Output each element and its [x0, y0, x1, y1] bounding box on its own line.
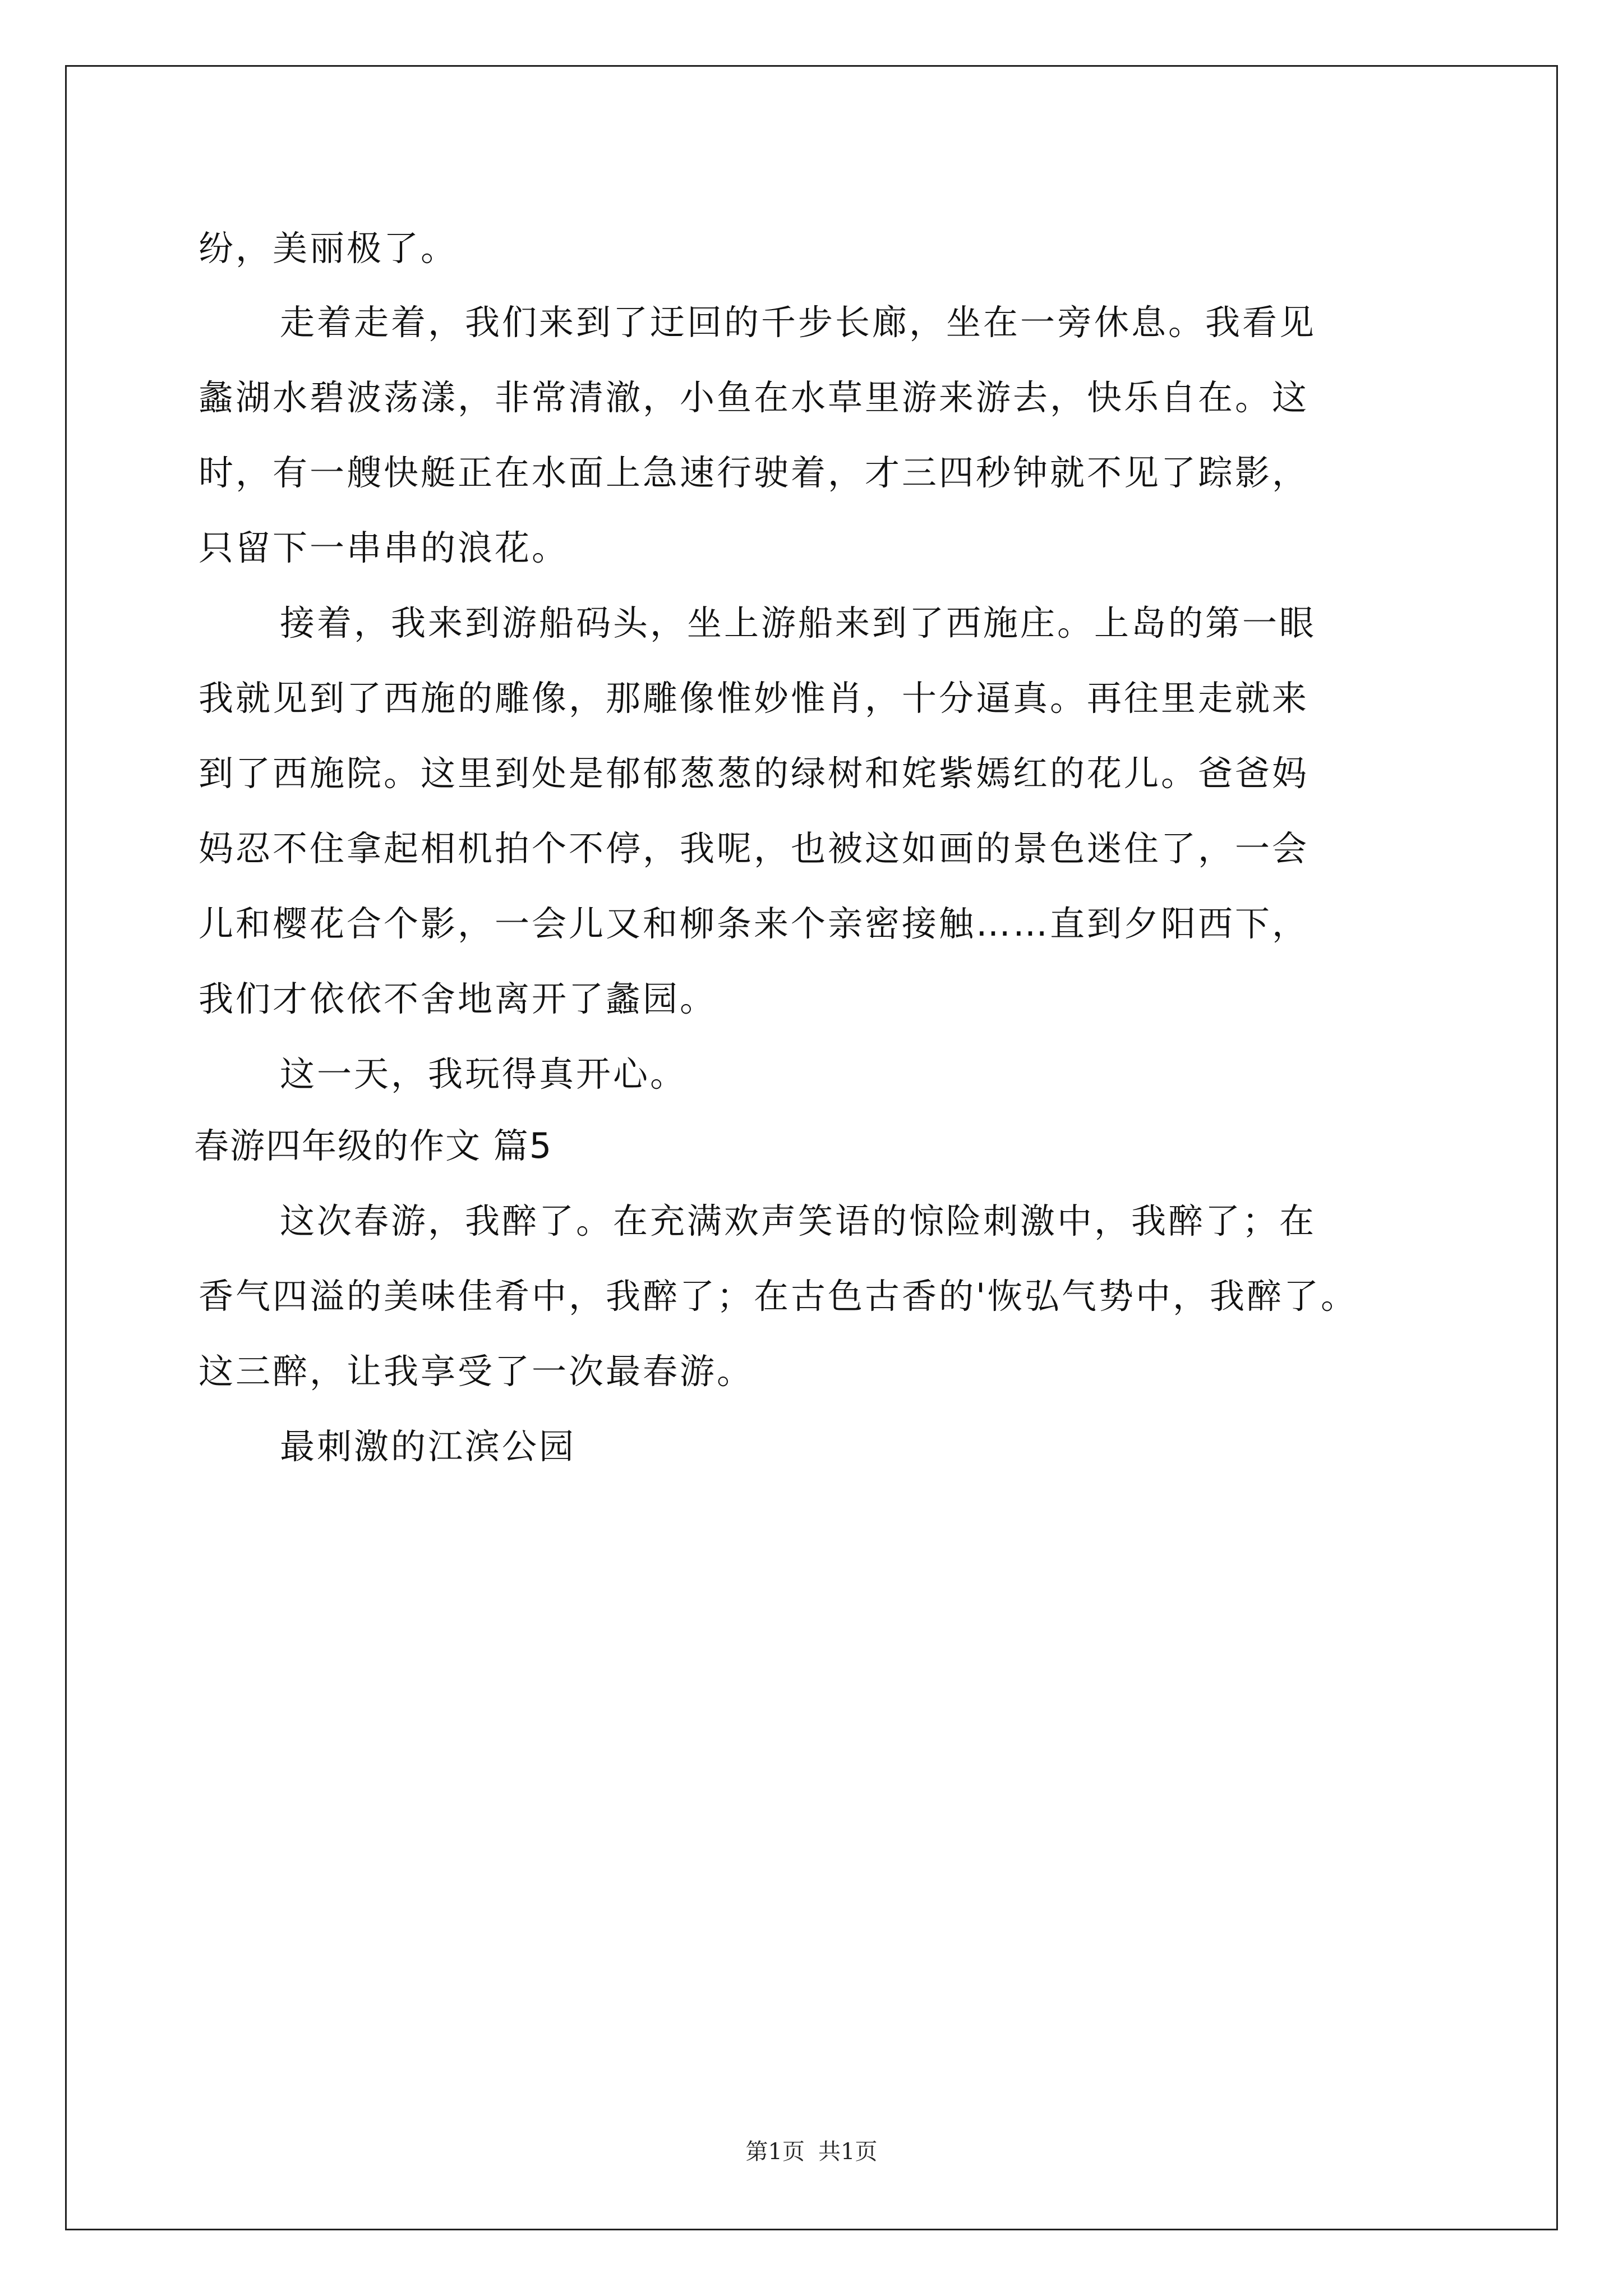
- text-line: 妈忍不住拿起相机拍个不停，我呢，也被这如画的景色迷住了，一会: [199, 828, 1310, 869]
- text-line: 这三醉，让我享受了一次最春游。: [199, 1351, 754, 1392]
- text-line: 走着走着，我们来到了迂回的千步长廊，坐在一旁休息。我看见: [280, 302, 1317, 343]
- text-line: 到了西施院。这里到处是郁郁葱葱的绿树和姹紫嫣红的花儿。爸爸妈: [199, 753, 1310, 794]
- section-heading: 春游四年级的作文 篇5: [194, 1125, 553, 1166]
- text-line: 这一天，我玩得真开心。: [280, 1053, 688, 1094]
- text-line: 我就见到了西施的雕像，那雕像惟妙惟肖，十分逼真。再往里走就来: [199, 678, 1310, 719]
- text-line: 蠡湖水碧波荡漾，非常清澈，小鱼在水草里游来游去，快乐自在。这: [199, 377, 1310, 418]
- page-footer: [0, 2134, 1623, 2166]
- text-line: 这次春游，我醉了。在充满欢声笑语的惊险刺激中，我醉了；在: [280, 1200, 1317, 1241]
- text-line: 纷，美丽极了。: [199, 228, 458, 269]
- text-line: 最刺激的江滨公园: [280, 1426, 577, 1467]
- text-line: 只留下一串串的浪花。: [199, 527, 569, 568]
- text-line: 儿和樱花合个影，一会儿又和柳条来个亲密接触……直到夕阳西下，: [199, 903, 1310, 944]
- page-total: 共1页: [818, 2139, 878, 2165]
- text-line: 香气四溢的美味佳肴中，我醉了；在古色古香的'恢弘气势中，我醉了。: [199, 1276, 1358, 1317]
- text-line: 时，有一艘快艇正在水面上急速行驶着，才三四秒钟就不见了踪影，: [199, 452, 1310, 493]
- page-number: 第1页: [745, 2139, 805, 2165]
- text-line: 我们才依依不舍地离开了蠡园。: [199, 978, 717, 1019]
- text-line: 接着，我来到游船码头，坐上游船来到了西施庄。上岛的第一眼: [280, 602, 1317, 643]
